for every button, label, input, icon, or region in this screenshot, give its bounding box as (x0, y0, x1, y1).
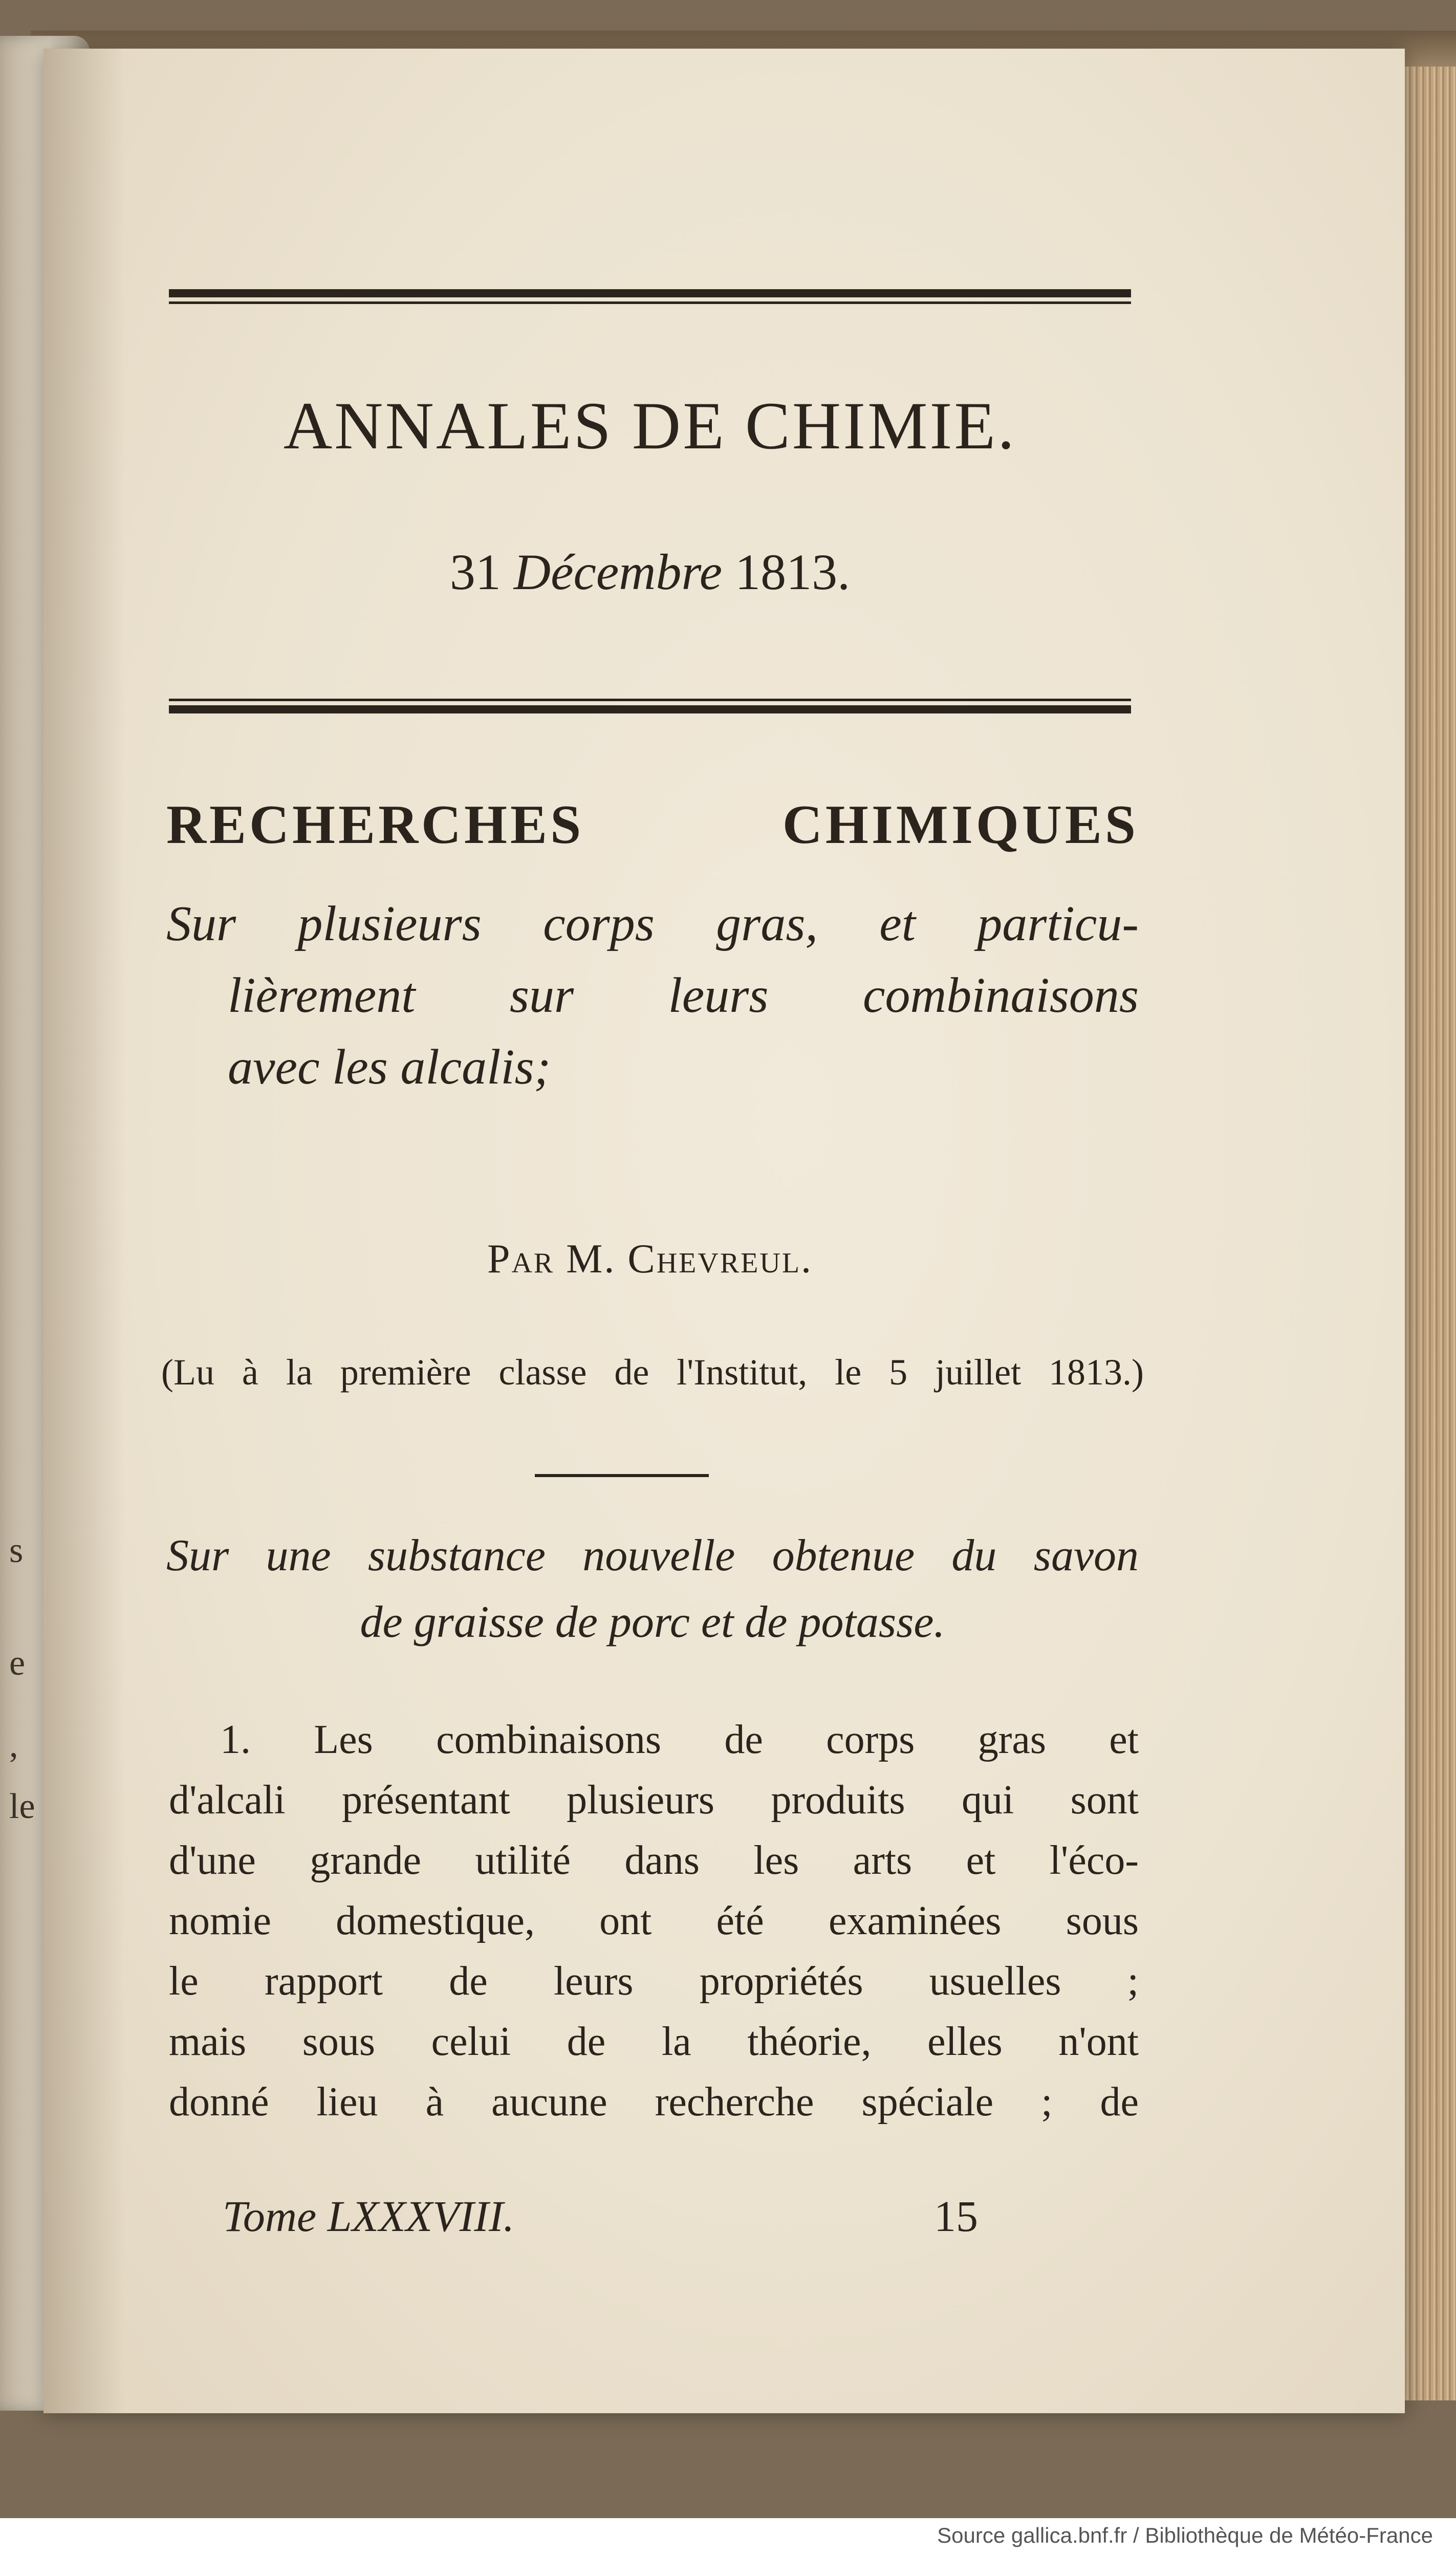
body-paragraph (169, 1709, 1139, 2132)
paragraph-line: 1. Les combinaisons de corps gras et (220, 1717, 1139, 1762)
reading-note: (Lu à la première classe de l'Institut, le 5 juillet 1813.) (161, 1352, 1144, 1393)
issue-day: 31 (449, 544, 501, 600)
subtitle-line: Sur plusieurs corps gras, et particu- (166, 896, 1139, 951)
paragraph-line: le rapport de leurs propriétés usuelles ; (169, 1959, 1139, 2004)
book-page (44, 49, 1405, 2413)
issue-month: Décembre (513, 544, 723, 600)
article-author: Par M. Chevreul. (487, 1237, 813, 1282)
date-rule (169, 699, 1131, 713)
issue-year: 1813. (735, 544, 851, 600)
subtitle-line: avec les alcalis; (228, 1039, 551, 1095)
paragraph-line: donné lieu à aucune recherche spéciale ; de (169, 2080, 1139, 2125)
facing-page-fragment: s (9, 1531, 24, 1570)
paragraph-line: nomie domestique, ont été examinées sous (169, 1898, 1139, 1943)
issue-date (44, 543, 1256, 601)
paragraph-line: mais sous celui de la théorie, elles n'ont (169, 2019, 1139, 2064)
section-title-line: Sur une substance nouvelle obtenue du savon (166, 1531, 1139, 1580)
facing-page-fragment: e (9, 1643, 26, 1683)
footer-tome: Tome LXXXVIII. (223, 2192, 515, 2241)
header-rule (169, 289, 1131, 304)
article-title: RECHERCHES CHIMIQUES (166, 794, 1139, 855)
paragraph-line: d'une grande utilité dans les arts et l'éco- (169, 1838, 1139, 1883)
journal-title: ANNALES DE CHIMIE. (283, 388, 1017, 463)
section-divider (535, 1474, 709, 1477)
section-title-line: de graisse de porc et de potasse. (360, 1597, 945, 1647)
section-title (166, 1523, 1139, 1656)
facing-page-fragment: le (9, 1787, 35, 1826)
subtitle-line: lièrement sur leurs combinaisons (228, 968, 1139, 1023)
paragraph-line: d'alcali présentant plusieurs produits qui sont (169, 1778, 1139, 1823)
source-credit: Source gallica.bnf.fr / Bibliothèque de Météo-France (937, 2523, 1433, 2547)
footer-signature: 15 (934, 2192, 978, 2241)
facing-page-fragment: , (9, 1725, 18, 1765)
article-subtitle (166, 888, 1139, 1103)
